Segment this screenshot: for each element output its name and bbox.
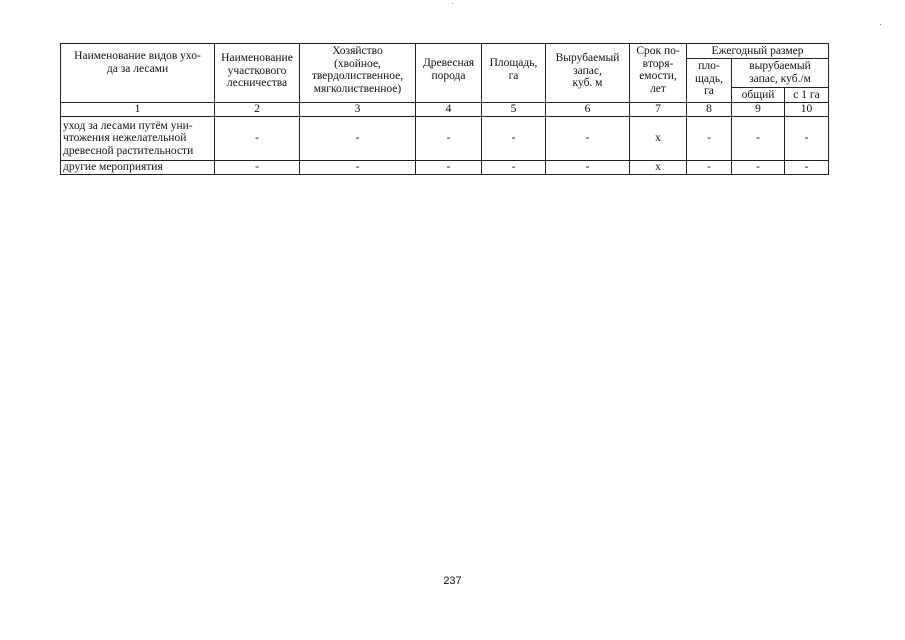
column-number: 3 <box>300 103 416 117</box>
page-number: 237 <box>443 575 462 587</box>
header-col-1 <box>61 44 215 103</box>
table-cell: - <box>300 161 416 175</box>
column-number: 7 <box>630 103 687 117</box>
forest-care-table <box>60 43 829 175</box>
header-group-annual-text: Ежегодный размер <box>711 44 804 57</box>
table-cell: - <box>546 117 630 161</box>
table-cell: - <box>785 117 829 161</box>
header-col-8-text: пло- щадь, га <box>695 60 723 97</box>
header-group-annual <box>687 44 829 59</box>
header-col-10 <box>785 88 829 103</box>
row-name-cell <box>61 117 215 161</box>
header-col-10-text: с 1 га <box>793 88 820 101</box>
column-number: 4 <box>416 103 482 117</box>
table-cell: - <box>732 117 785 161</box>
header-col-1-text: Наименование видов ухо- да за лесами <box>74 50 201 75</box>
header-col-7 <box>630 44 687 103</box>
table-cell: - <box>215 161 300 175</box>
header-col-9-text: общий <box>741 88 775 101</box>
row-name: другие мероприятия <box>63 161 163 174</box>
table-cell: - <box>687 117 732 161</box>
table-cell: - <box>482 117 546 161</box>
table-cell: - <box>482 161 546 175</box>
column-number: 2 <box>215 103 300 117</box>
table-cell: х <box>630 117 687 161</box>
column-number: 8 <box>687 103 732 117</box>
header-col-5 <box>482 44 546 103</box>
column-number: 10 <box>785 103 829 117</box>
scan-speck <box>452 3 453 4</box>
header-col-7-text: Срок по- вторя- емости, лет <box>636 45 680 95</box>
column-number: 1 <box>61 103 215 117</box>
header-col-9 <box>732 88 785 103</box>
table-cell: - <box>215 117 300 161</box>
row-name: уход за лесами путём уни- чтожения нежелательной древесной растительности <box>63 119 194 157</box>
column-number: 9 <box>732 103 785 117</box>
header-col-4-text: Древесная порода <box>422 57 475 82</box>
table-cell: - <box>785 161 829 175</box>
table-cell: - <box>416 161 482 175</box>
row-name-cell <box>61 161 215 175</box>
table-cell: - <box>300 117 416 161</box>
table-cell: - <box>416 117 482 161</box>
column-number: 5 <box>482 103 546 117</box>
column-number-row <box>61 103 829 117</box>
column-number: 6 <box>546 103 630 117</box>
header-col-2 <box>215 44 300 103</box>
header-col-5-text: Площадь, га <box>489 57 538 82</box>
table-row <box>61 161 829 175</box>
header-col-3 <box>300 44 416 103</box>
table-cell: - <box>546 161 630 175</box>
header-col-4 <box>416 44 482 103</box>
scan-speck <box>880 24 881 25</box>
table-cell: - <box>732 161 785 175</box>
header-col-8 <box>687 59 732 103</box>
header-col-3-text: Хозяйство (хвойное, твердолиственное, мягколиственное) <box>311 45 404 95</box>
table-row <box>61 117 829 161</box>
header-col-2-text: Наименование участкового лесничества <box>221 52 293 89</box>
header-col-6-text: Вырубаемый запас, куб. м <box>555 52 620 89</box>
header-subgroup-volume <box>732 59 829 88</box>
table-cell: х <box>630 161 687 175</box>
header-subgroup-volume-text: вырубаемый запас, куб./м <box>749 60 811 85</box>
header-col-6 <box>546 44 630 103</box>
table-cell: - <box>687 161 732 175</box>
